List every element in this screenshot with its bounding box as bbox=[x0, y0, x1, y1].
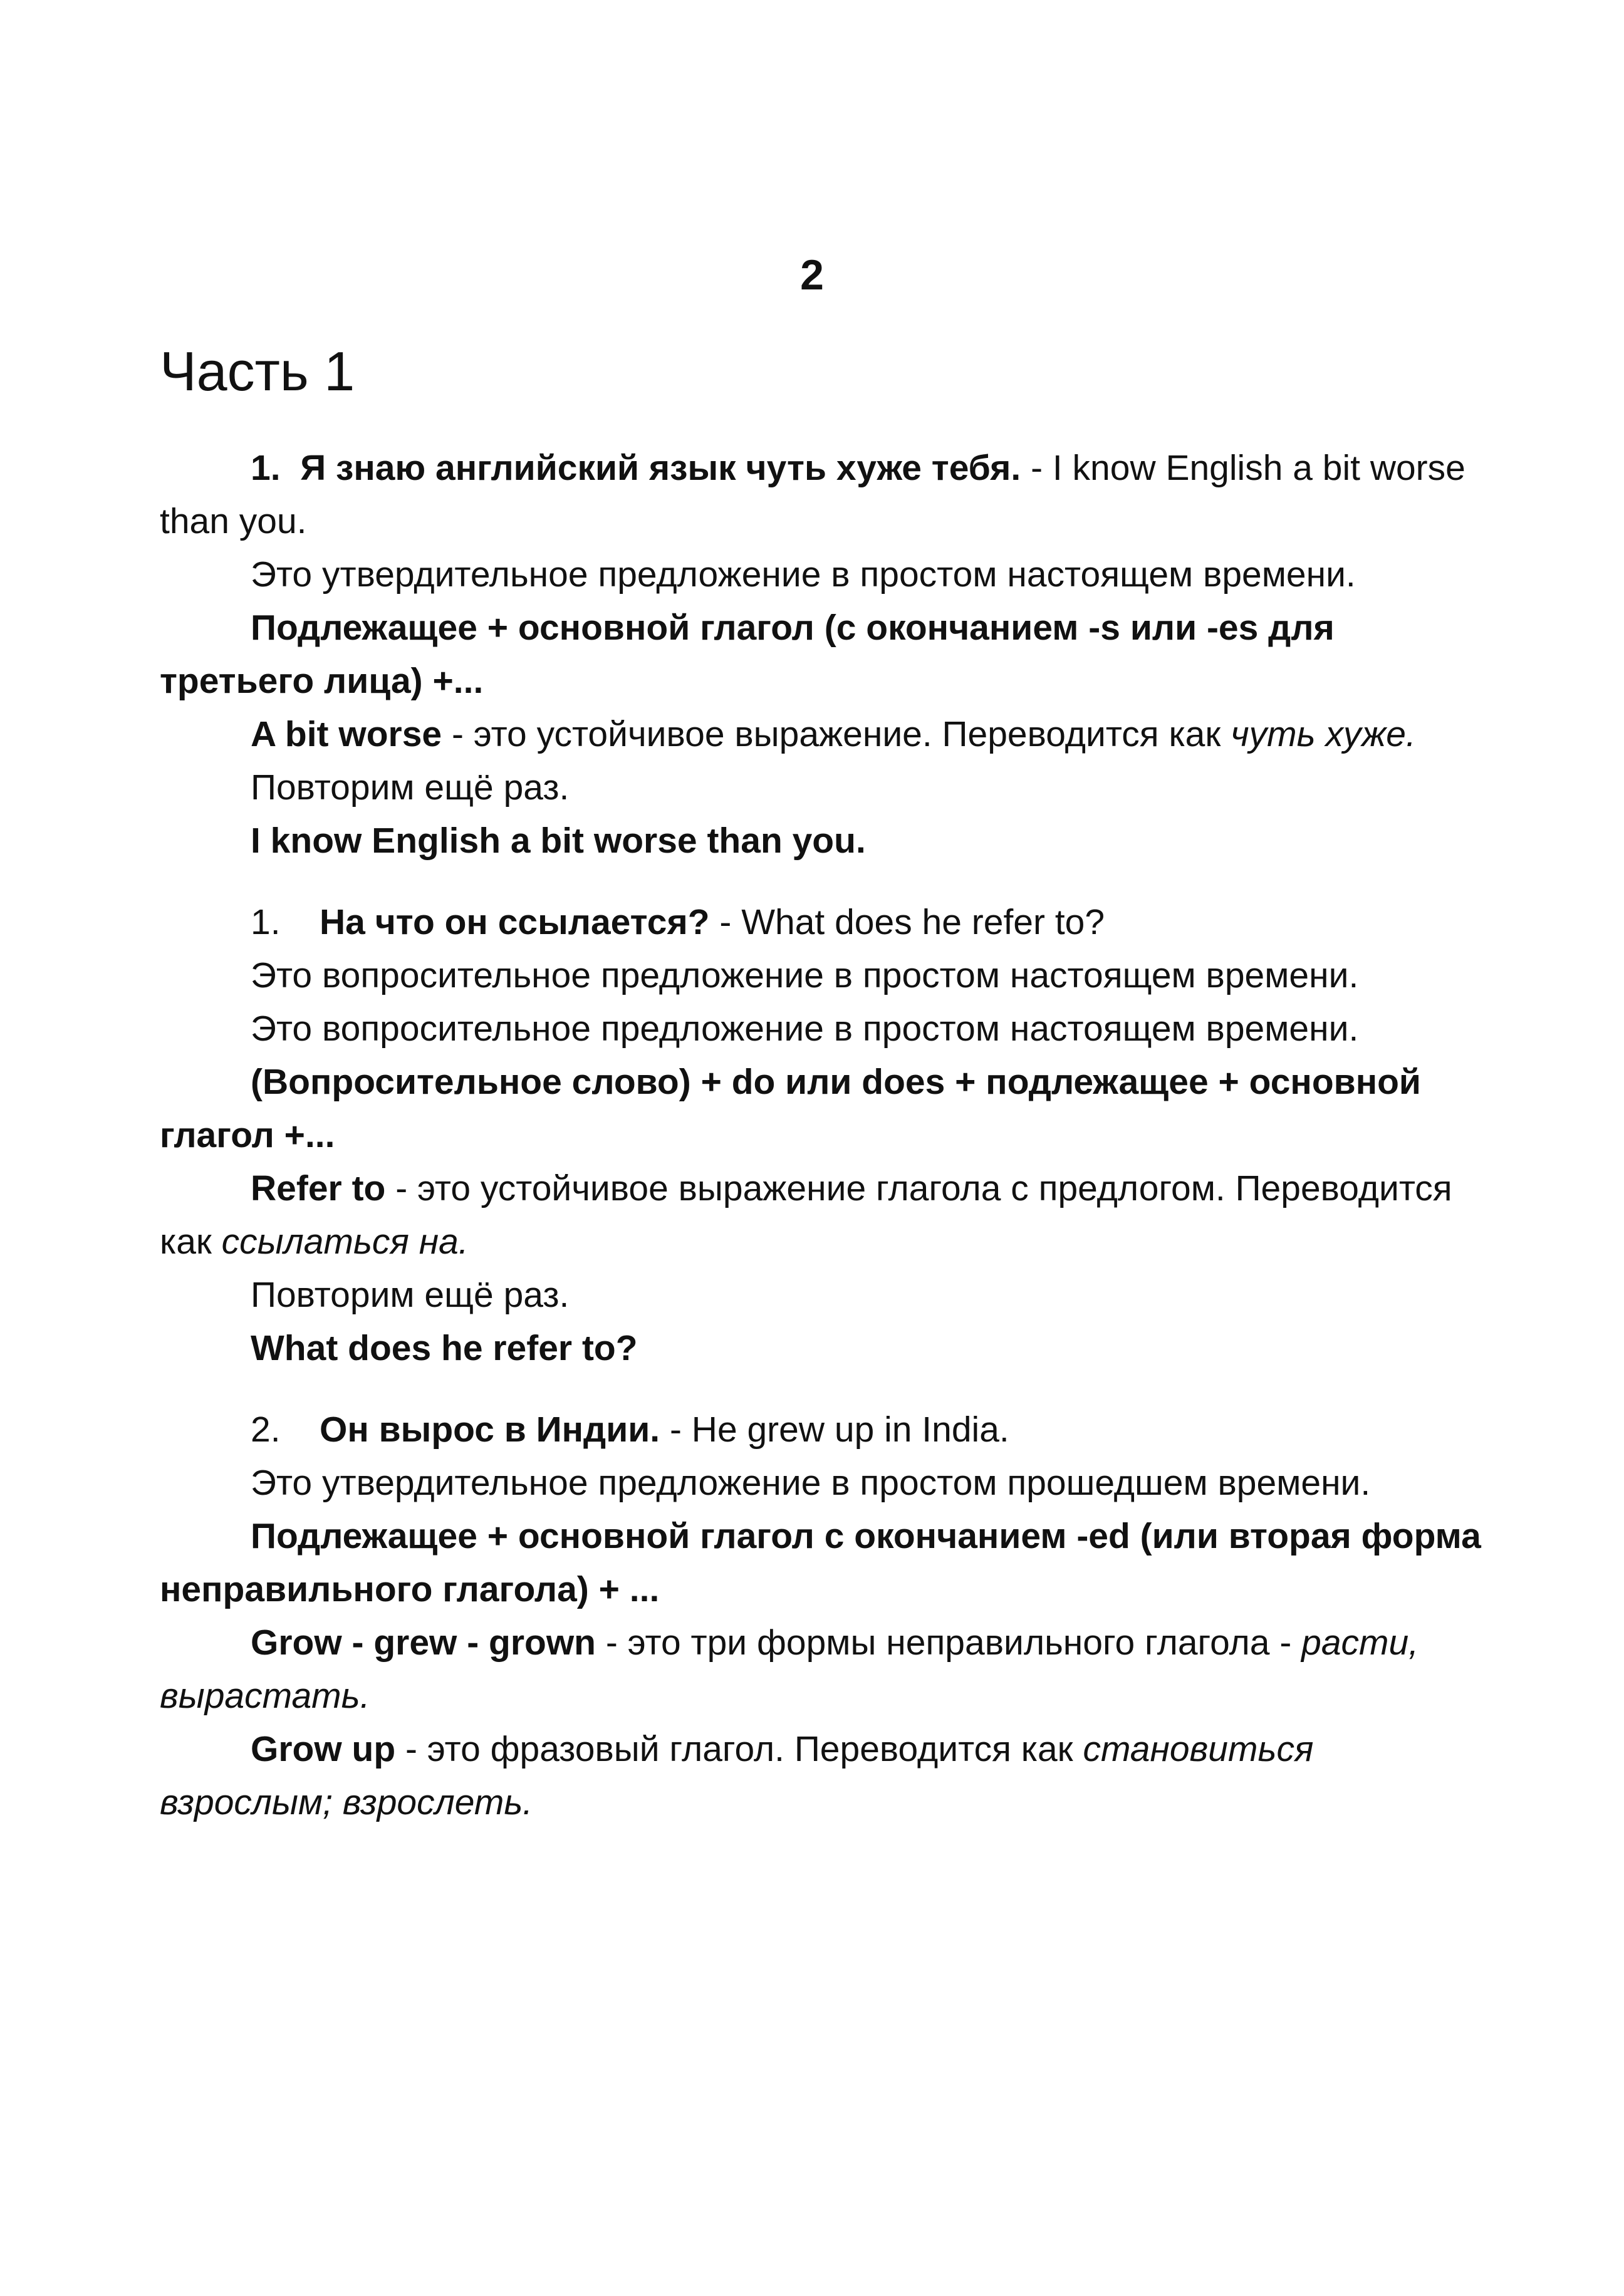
section-title: Он вырос в Индии. bbox=[320, 1410, 660, 1450]
note-translation: становиться взрослым; взрослеть. bbox=[160, 1729, 1314, 1822]
note-text: - это три формы неправильного глагола - bbox=[596, 1623, 1302, 1663]
section-translation: - I know English a bit worse than you. bbox=[160, 448, 1465, 541]
grammar-formula bbox=[160, 1510, 1488, 1616]
grammar-formula bbox=[160, 1056, 1488, 1162]
grammar-formula bbox=[160, 601, 1488, 708]
repeat-sentence-text: I know English a bit worse than you. bbox=[251, 821, 866, 861]
formula-text: Подлежащее + основной глагол с окончанием -ed (или вторая форма неправильного глагола) + ... bbox=[160, 1516, 1481, 1609]
note-term: Refer to bbox=[251, 1168, 386, 1208]
formula-text: (Вопросительное слово) + do или does + подлежащее + основной глагол +... bbox=[160, 1062, 1421, 1155]
section-title: Я знаю английский язык чуть хуже тебя. bbox=[300, 448, 1021, 488]
section-translation: - He grew up in India. bbox=[660, 1410, 1009, 1450]
note-text: - это устойчивое выражение глагола с предлогом. Переводится как bbox=[160, 1168, 1452, 1262]
section-2-heading bbox=[160, 896, 1488, 949]
section-translation: - What does he refer to? bbox=[709, 902, 1105, 942]
repeat-sentence bbox=[160, 814, 1488, 868]
repeat-label: Повторим ещё раз. bbox=[251, 1275, 570, 1315]
repeat-sentence bbox=[160, 1322, 1488, 1375]
note-translation: ссылаться на. bbox=[221, 1222, 469, 1262]
section-number: 1. bbox=[251, 448, 281, 488]
section-title: На что он ссылается? bbox=[320, 902, 710, 942]
repeat-sentence-text: What does he refer to? bbox=[251, 1328, 638, 1368]
note-term: Grow up bbox=[251, 1729, 396, 1769]
section-1-heading bbox=[160, 442, 1488, 548]
section-number: 2. bbox=[251, 1410, 281, 1450]
note-translation: чуть хуже. bbox=[1231, 714, 1416, 754]
expression-note bbox=[160, 708, 1488, 761]
note-text: - это устойчивое выражение. Переводится как bbox=[442, 714, 1231, 754]
note-term: A bit worse bbox=[251, 714, 442, 754]
page-number: 2 bbox=[800, 251, 824, 299]
sentence-type: Это утвердительное предложение в простом настоящем времени. bbox=[251, 554, 1356, 595]
sentence-type: Это вопросительное предложение в простом настоящем времени. bbox=[251, 955, 1359, 995]
expression-note bbox=[160, 1162, 1488, 1269]
document-body bbox=[160, 442, 1488, 1829]
note-translation: расти, вырастать. bbox=[160, 1623, 1419, 1716]
note-text: - это фразовый глагол. Переводится как bbox=[395, 1729, 1083, 1769]
phrasal-verb-note bbox=[160, 1723, 1488, 1829]
section-number: 1. bbox=[251, 902, 281, 942]
formula-text: Подлежащее + основной глагол (с окончанием -s или -es для третьего лица) +... bbox=[160, 608, 1335, 701]
sentence-type: Это утвердительное предложение в простом прошедшем времени. bbox=[251, 1463, 1371, 1503]
sentence-type-repeat: Это вопросительное предложение в простом настоящем времени. bbox=[251, 1009, 1359, 1049]
note-term: Grow - grew - grown bbox=[251, 1623, 596, 1663]
verb-forms-note bbox=[160, 1616, 1488, 1723]
part-title: Часть 1 bbox=[160, 340, 355, 402]
section-3-heading bbox=[160, 1403, 1488, 1457]
repeat-label: Повторим ещё раз. bbox=[251, 767, 570, 808]
